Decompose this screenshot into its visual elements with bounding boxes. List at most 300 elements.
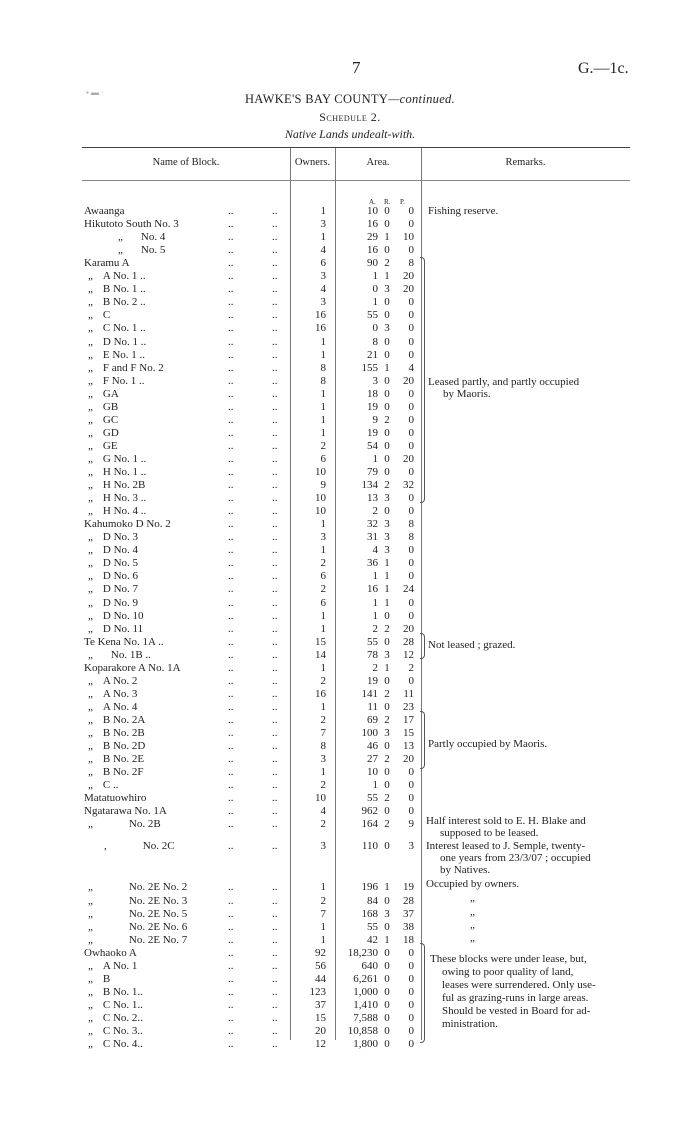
leader-dots: .. [272,740,278,753]
leader-dots: .. [272,792,278,805]
row-name [88,779,118,792]
row-owners: 10 [315,492,326,505]
row-acres: 16 [367,218,378,231]
row-roods: 0 [384,998,390,1011]
row-name-text: A No. 4 [102,700,138,713]
row-owners: 3 [320,840,326,853]
leader-dots: .. [228,244,234,257]
row-name: Kahumoko D No. 2 [84,518,171,531]
row-owners: 1 [320,609,326,622]
row-perches: 0 [408,205,414,217]
row-name [88,701,137,714]
ditto-mark: „ [88,309,93,322]
ditto-mark: „ [88,400,93,413]
table-row [0,231,700,244]
table-row [0,362,700,375]
row-acres: 29 [367,231,378,244]
leader-dots: .. [228,959,234,972]
table-row [0,205,700,218]
row-name-text: No. 2E No. 5 [128,907,188,920]
row-name-text: GC [102,413,119,426]
table-row [0,649,700,662]
row-acres: 141 [361,687,378,700]
row-acres: 18 [367,387,378,400]
leader-dots: .. [272,544,278,557]
col-header-owners: Owners. [294,157,331,168]
row-owners: 2 [320,779,326,792]
remark-owhaoko-4: ful as grazing-runs in large areas. [442,992,589,1004]
row-perches: 24 [403,583,414,596]
ditto-mark: „ [88,818,93,831]
leader-dots: .. [228,218,234,231]
row-acres: 13 [367,492,378,505]
table-row [0,675,700,688]
row-roods: 0 [384,400,390,413]
leader-dots: .. [228,713,234,726]
remark-owhaoko-3: leases were surrendered. Only use- [442,979,596,991]
row-name-text: B No. 2B [102,727,145,739]
leader-dots: .. [228,439,234,452]
leader-dots: .. [272,518,278,531]
row-perches: 0 [408,609,414,622]
row-perches: 11 [403,687,414,700]
leader-dots: .. [272,635,278,648]
ditto-mark: „ [88,740,93,753]
ditto-mark: „ [88,505,93,518]
leader-dots: .. [228,687,234,700]
row-roods: 0 [384,894,390,907]
leader-dots: .. [228,635,234,648]
ditto-mark: „ [88,907,93,920]
leader-dots: .. [228,492,234,505]
leader-dots: .. [228,753,234,766]
row-name [118,244,165,257]
row-name [88,1025,143,1038]
ditto-mark: „ [88,570,93,583]
table-row [0,792,700,805]
leader-dots: .. [228,972,234,985]
row-roods: 1 [384,933,390,946]
row-acres: 31 [367,531,378,544]
leader-dots: .. [272,205,278,217]
row-name [88,973,110,986]
table-row [0,440,700,453]
leader-dots: .. [228,531,234,544]
ditto-mark: „ [88,296,93,309]
row-owners: 2 [320,713,326,726]
leader-dots: .. [272,840,278,853]
row-roods: 1 [384,557,390,570]
county-name: HAWKE'S BAY COUNTY [244,92,389,106]
row-name [88,1038,143,1051]
row-name [88,492,146,505]
row-perches: 0 [408,1011,414,1024]
row-perches: 0 [408,439,414,452]
row-name-text: C No. 2.. [102,1011,143,1024]
leader-dots: .. [272,309,278,322]
table-top-rule [82,147,630,148]
row-roods: 0 [384,766,390,779]
ditto-mark: „ [88,283,93,296]
row-roods: 0 [384,779,390,792]
leader-dots: .. [228,998,234,1011]
row-roods: 2 [384,818,390,831]
row-perches: 0 [408,400,414,413]
row-roods: 2 [384,479,390,492]
col-header-remarks: Remarks. [505,157,546,168]
row-perches: 0 [408,766,414,779]
row-owners: 1 [320,661,326,674]
row-acres: 42 [367,933,378,946]
row-owners: 1 [320,205,326,217]
row-roods: 3 [384,531,390,544]
row-perches: 0 [408,426,414,439]
leader-dots: .. [272,1011,278,1024]
row-roods: 1 [384,361,390,374]
row-name [88,740,145,753]
row-name-text: GA [102,387,119,400]
row-name-text: B No. 2 .. [102,296,146,309]
row-name-text: A No. 1 .. [102,270,146,283]
leader-dots: .. [228,648,234,661]
table-row [0,531,700,544]
table-row [0,466,700,479]
leader-dots: .. [272,335,278,348]
row-owners: 44 [315,972,326,985]
row-owners: 6 [320,596,326,609]
row-roods: 3 [384,283,390,296]
row-acres: 54 [367,439,378,452]
ditto-mark: „ [88,1038,93,1051]
row-acres: 168 [361,907,378,920]
table-row [0,740,700,753]
leader-dots: .. [228,596,234,609]
ditto-mark: „ [88,700,93,713]
row-name [88,610,144,623]
row-perches: 0 [408,779,414,792]
leader-dots: .. [228,805,234,818]
leader-dots: .. [228,570,234,583]
row-name [88,934,187,947]
row-name-text: B [102,972,111,985]
row-perches: 0 [408,544,414,557]
row-name: Matatuowhiro [84,792,147,805]
row-roods: 1 [384,270,390,283]
row-name-text: C No. 4.. [102,1038,143,1051]
leader-dots: .. [272,322,278,335]
ditto-mark: „ [88,596,93,609]
row-owners: 1 [320,231,326,244]
row-name-text: B No. 2E [102,753,145,766]
unit-acres: A. [369,198,376,206]
row-roods: 2 [384,622,390,635]
leader-dots: .. [272,570,278,583]
row-roods: 0 [384,740,390,753]
leader-dots: .. [272,426,278,439]
row-owners: 1 [320,387,326,400]
leader-dots: .. [228,840,234,853]
col-header-area: Area. [366,157,390,168]
leader-dots: .. [272,283,278,296]
row-name-text: C No. 1 .. [102,322,146,335]
row-acres: 32 [367,518,378,531]
leader-dots: .. [228,544,234,557]
leader-dots: .. [228,894,234,907]
row-acres: 1 [372,452,378,465]
table-row [0,427,700,440]
leader-dots: .. [272,818,278,831]
leader-dots: .. [272,466,278,478]
row-acres: 0 [372,322,378,335]
ditto-mark: „ [88,335,93,348]
leader-dots: .. [228,700,234,713]
row-acres: 46 [367,740,378,753]
row-roods: 0 [384,609,390,622]
row-acres: 1,800 [353,1038,378,1051]
row-name-text: GD [102,426,119,439]
row-name-text: B No. 1 .. [102,283,146,296]
leader-dots: .. [272,753,278,766]
row-roods: 0 [384,972,390,985]
leader-dots: .. [228,479,234,492]
leader-dots: .. [272,648,278,661]
leader-dots: .. [272,413,278,426]
row-acres: 8 [372,335,378,348]
row-name [88,818,161,831]
row-acres: 0 [372,283,378,296]
leader-dots: .. [228,1025,234,1037]
ditto-mark: „ [88,779,93,792]
leader-dots: .. [272,452,278,465]
row-owners: 9 [320,479,326,492]
row-owners: 1 [320,335,326,348]
ditto-mark: „ [88,387,93,400]
table-row [0,283,700,296]
row-owners: 2 [320,674,326,687]
ditto-mark: „ [88,622,93,635]
row-name [88,557,138,570]
leader-dots: .. [272,387,278,400]
leader-dots: .. [272,972,278,985]
row-roods: 3 [384,727,390,739]
row-owners: 1 [320,766,326,779]
leader-dots: .. [228,257,234,270]
row-name-text: A No. 3 [102,687,138,700]
table-row [0,401,700,414]
row-name-text: H No. 3 .. [102,492,147,505]
row-name: Ngatarawa No. 1A [84,805,167,818]
row-owners: 37 [315,998,326,1011]
row-perches: 0 [408,792,414,805]
leader-dots: .. [272,583,278,596]
row-name [88,336,146,349]
row-name [88,1012,143,1025]
row-owners: 3 [320,531,326,544]
row-owners: 14 [315,648,326,661]
row-owners: 1 [320,400,326,413]
row-name-text: A No. 2 [102,674,138,687]
ditto-mark: „ [88,270,93,283]
row-roods: 3 [384,492,390,505]
row-acres: 134 [361,479,378,492]
row-roods: 0 [384,439,390,452]
ditto-mark: „ [88,361,93,374]
leader-dots: .. [272,609,278,622]
row-owners: 20 [315,1025,326,1037]
table-row [0,610,700,623]
row-perches: 20 [403,283,414,296]
row-roods: 3 [384,322,390,335]
leader-dots: .. [228,400,234,413]
ditto-mark: „ [470,932,475,944]
leader-dots: .. [228,881,234,894]
row-owners: 1 [320,881,326,894]
row-perches: 0 [408,674,414,687]
row-perches: 0 [408,387,414,400]
row-name [88,895,187,908]
leader-dots: .. [228,1038,234,1051]
bracket [420,711,425,769]
leader-dots: .. [272,661,278,674]
table-row [0,779,700,792]
table-row [0,688,700,701]
row-owners: 10 [315,505,326,518]
leader-dots: .. [272,985,278,998]
row-name: Hikutoto South No. 3 [84,218,179,231]
leader-dots: .. [272,231,278,244]
row-name [88,440,118,453]
row-owners: 1 [320,413,326,426]
table-row [0,623,700,636]
row-name-text: No. 2C [142,840,175,853]
leader-dots: .. [272,505,278,518]
row-roods: 3 [384,518,390,531]
leader-dots: .. [228,907,234,920]
ditto-mark: „ [88,881,93,894]
table-row [0,505,700,518]
row-name [88,675,137,688]
ditto-mark: „ [88,959,93,972]
row-name-text: No. 2E No. 7 [128,933,188,946]
row-owners: 4 [320,283,326,296]
table-row [0,714,700,727]
row-acres: 27 [367,753,378,766]
row-name [88,479,145,492]
leader-dots: .. [228,933,234,946]
ditto-mark: „ [88,998,93,1011]
table-row [0,570,700,583]
leader-dots: .. [228,583,234,596]
leader-dots: .. [272,557,278,570]
remark-not-leased: Not leased ; grazed. [428,639,516,651]
leader-dots: .. [228,322,234,335]
unit-perches: P. [400,198,405,206]
row-name-text: GB [102,400,119,413]
table-row [0,492,700,505]
leader-dots: .. [228,740,234,753]
row-perches: 20 [403,374,414,387]
row-roods: 0 [384,466,390,478]
row-roods: 0 [384,1025,390,1037]
leader-dots: .. [272,1038,278,1051]
row-name [88,270,146,283]
ditto-mark: „ [88,674,93,687]
row-perches: 15 [403,727,414,739]
row-name [88,881,187,894]
row-name-text: G No. 1 .. [102,452,147,465]
row-roods: 2 [384,257,390,270]
row-name-text: No. 2E No. 6 [128,920,188,933]
leader-dots: .. [228,779,234,792]
row-name-text: C .. [102,779,119,792]
ditto-mark: „ [88,753,93,766]
table-row [0,349,700,362]
row-name [88,960,137,973]
leader-dots: .. [228,231,234,244]
leader-dots: .. [228,674,234,687]
row-acres: 78 [367,648,378,661]
leader-dots: .. [272,348,278,361]
table-row [0,518,700,531]
row-owners: 1 [320,544,326,557]
leader-dots: .. [272,1025,278,1037]
row-roods: 1 [384,881,390,894]
ditto-mark: „ [88,1025,93,1037]
row-acres: 55 [367,792,378,805]
row-perches: 2 [408,661,414,674]
table-subtitle: Native Lands undealt-with. [284,127,416,141]
leader-dots: .. [272,998,278,1011]
table-row [0,218,700,231]
row-name [88,597,138,610]
row-acres: 100 [361,727,378,739]
ditto-mark: „ [88,1011,93,1024]
ditto-mark: „ [118,244,123,257]
row-acres: 10 [367,766,378,779]
leader-dots: .. [228,661,234,674]
table-row [0,805,700,818]
row-owners: 8 [320,740,326,753]
row-perches: 20 [403,753,414,766]
table-row [0,296,700,309]
leader-dots: .. [228,818,234,831]
row-acres: 90 [367,257,378,270]
row-name-text: F No. 1 .. [102,374,145,387]
row-acres: 19 [367,400,378,413]
row-roods: 0 [384,387,390,400]
row-perches: 9 [408,818,414,831]
table-row [0,479,700,492]
row-perches: 0 [408,244,414,257]
row-name-text: E No. 1 .. [102,348,146,361]
row-owners: 6 [320,570,326,583]
bracket [420,943,425,1043]
row-roods: 0 [384,700,390,713]
leader-dots: .. [228,622,234,635]
row-owners: 16 [315,322,326,335]
row-name [88,362,164,375]
row-acres: 16 [367,244,378,257]
leader-dots: .. [272,296,278,309]
row-name [88,283,146,296]
table-row [0,322,700,335]
row-name [88,649,151,662]
row-roods: 0 [384,218,390,231]
row-name [88,908,187,921]
row-name [88,986,143,999]
leader-dots: .. [228,361,234,374]
leader-dots: .. [228,296,234,309]
